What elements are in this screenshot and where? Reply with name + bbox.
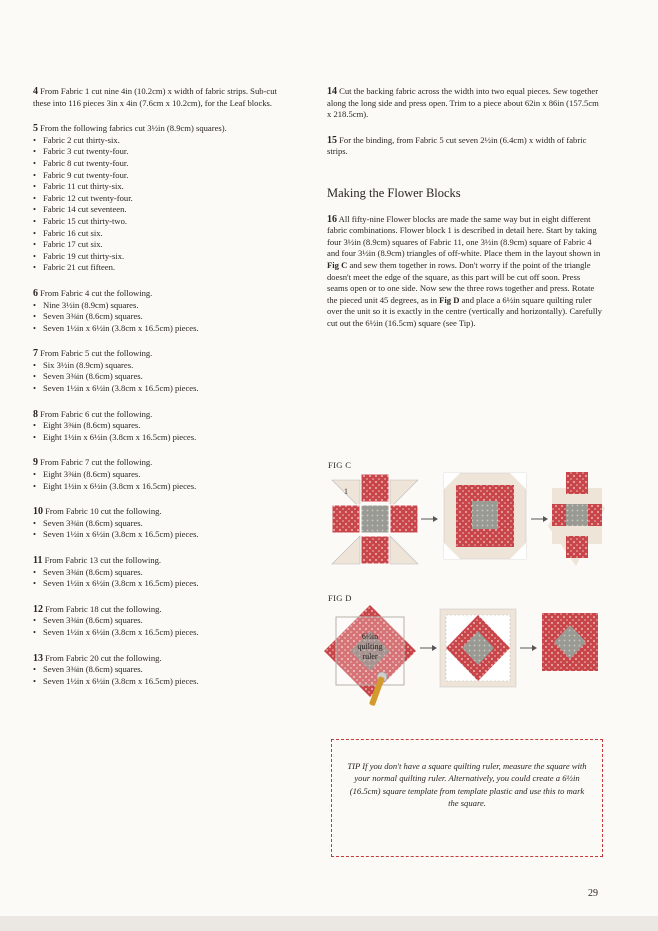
fig-c-label: FIG C (328, 460, 352, 470)
list-item: • Fabric 21 cut fifteen. (33, 262, 295, 274)
step-8: 8 From Fabric 6 cut the following. • Eight 3⅜in (8.6cm) squares. • Eight 1½in x 6½in (3.8cm x 16.5cm) pieces. (33, 409, 295, 444)
step-14: 14 Cut the backing fabric across the width into two equal pieces. Sew together along the long side and press open. Trim to a piece about 62in x 86in (157.5cm x 218.5cm). (327, 86, 599, 120)
page-frame (0, 916, 658, 931)
fig-c-ref: Fig C (327, 259, 348, 270)
fig-d-finished (542, 613, 598, 671)
list-item: • Seven 3⅜in (8.6cm) squares. (33, 615, 295, 627)
step-11-list (33, 567, 295, 590)
step-8-list (33, 420, 295, 443)
list-item: • Seven 3⅜in (8.6cm) squares. (33, 664, 295, 676)
list-item: • Fabric 2 cut thirty-six. (33, 135, 295, 147)
fig-c-finished (548, 472, 605, 566)
list-item: • Fabric 11 cut thirty-six. (33, 181, 295, 193)
list-item: • Seven 1½in x 6½in (3.8cm x 16.5cm) pieces. (33, 676, 295, 688)
list-item: • Fabric 12 cut twenty-four. (33, 193, 295, 205)
page-number: 29 (588, 888, 598, 899)
step-7-list (33, 360, 295, 395)
step-4: 4 From Fabric 1 cut nine 4in (10.2cm) x width of fabric strips. Sub-cut these into 116 pieces 3in x 4in (7.6cm x 10.2cm), for the Leaf blocks. (33, 86, 277, 108)
list-item: • Seven 1½in x 6½in (3.8cm x 16.5cm) pieces. (33, 383, 295, 395)
list-item: • Seven 3⅜in (8.6cm) squares. (33, 371, 295, 383)
fabric-square (361, 536, 389, 564)
list-item: • Fabric 19 cut thirty-six. (33, 251, 295, 263)
step-6: 6 From Fabric 4 cut the following. • Nine 3½in (8.9cm) squares. • Seven 3⅜in (8.6cm) squares. • Seven 1½in x 6½in (3.8cm x 16.5cm) pieces. (33, 288, 295, 334)
list-item: • Seven 1½in x 6½in (3.8cm x 16.5cm) pieces. (33, 323, 295, 335)
list-item: • Fabric 16 cut six. (33, 228, 295, 240)
list-item: • Seven 3⅜in (8.6cm) squares. (33, 518, 295, 530)
step-7: 7 From Fabric 5 cut the following. • Six 3½in (8.9cm) squares. • Seven 3⅜in (8.6cm) squares. • Seven 1½in x 6½in (3.8cm x 16.5cm) pieces. (33, 348, 295, 394)
section-title: Making the Flower Blocks (327, 185, 461, 200)
arrow-icon (420, 645, 437, 651)
list-item: • Seven 1½in x 6½in (3.8cm x 16.5cm) pieces. (33, 529, 295, 541)
list-item: • Fabric 9 cut twenty-four. (33, 170, 295, 182)
ruler-label: quilting (357, 642, 383, 651)
fig-c-diagram (320, 468, 610, 578)
corner-triangle (390, 480, 418, 508)
step-15: 15 For the binding, from Fabric 5 cut seven 2½in (6.4cm) x width of fabric strips. (327, 134, 587, 157)
list-item: • Six 3½in (8.9cm) squares. (33, 360, 295, 372)
step-12: 12 From Fabric 18 cut the following. • Seven 3⅜in (8.6cm) squares. • Seven 1½in x 6½in (3.8cm x 16.5cm) pieces. (33, 604, 295, 639)
arrow-icon (520, 645, 537, 651)
fig-d-rotated (324, 605, 416, 706)
tip-text: TIP If you don't have a square quilting ruler, measure the square with your normal quilting ruler. Alternatively, you could create a 6½in (16.5cm) square template from template plastic and use this to mark the square. (347, 761, 587, 809)
list-item: • Fabric 3 cut twenty-four. (33, 146, 295, 158)
fabric-square (332, 505, 360, 533)
list-item: • Eight 3⅜in (8.6cm) squares. (33, 469, 295, 481)
step-13: 13 From Fabric 20 cut the following. • Seven 3⅜in (8.6cm) squares. • Seven 1½in x 6½in (3.8cm x 16.5cm) pieces. (33, 653, 295, 688)
step-16: 16 All fifty-nine Flower blocks are made the same way but in eight different fabric combinations. Flower block 1 is described in detail here. Start by taking four 3½in (8.9cm) squares of Fabric 11, one 3½in (8.9cm) square of Fabric 4 and four 3½in (8.9cm) triangles of off-white. Place them in the layout shown in Fig C and sew them together in rows. Don't worry if the point of the triangle doesn't meet the edge of the square, as this part will be cut off soon. Press seams open or to one side. Now sew the three rows together and press. Rotate the pieced unit 45 degrees, as in Fig D and place a 6½in square quilting ruler over the unit so it is exactly in the centre (vertically and horizontally). Carefully cut out the 6½in (16.5cm) square (see Tip). (327, 213, 602, 328)
fig-d-ref: Fig D (439, 294, 460, 305)
list-item: • Fabric 15 cut thirty-two. (33, 216, 295, 228)
list-item: • Seven 3⅜in (8.6cm) squares. (33, 311, 295, 323)
fig-d-diagram (322, 603, 612, 715)
list-item: • Seven 3⅜in (8.6cm) squares. (33, 567, 295, 579)
fig-d-label: FIG D (328, 593, 352, 603)
list-item: • Seven 1½in x 6½in (3.8cm x 16.5cm) pieces. (33, 578, 295, 590)
list-item: • Fabric 17 cut six. (33, 239, 295, 251)
list-item: • Nine 3½in (8.9cm) squares. (33, 300, 295, 312)
step-10: 10 From Fabric 10 cut the following. • Seven 3⅜in (8.6cm) squares. • Seven 1½in x 6½in (3.8cm x 16.5cm) pieces. (33, 506, 295, 541)
step-11: 11 From Fabric 13 cut the following. • Seven 3⅜in (8.6cm) squares. • Seven 1½in x 6½in (3.8cm x 16.5cm) pieces. (33, 555, 295, 590)
step-12-list (33, 615, 295, 638)
step-5: 5 From the following fabrics cut 3½in (8.9cm) squares). • Fabric 2 cut thirty-six. • Fabric 3 cut twenty-four. • Fabric 8 cut twenty-four. • Fabric 9 cut twenty-four. • Fabric 11 cut thirty-six. • Fabric 12 cut twenty-four. • Fabric 14 cut seventeen. • Fabric 15 cut thirty-two. • Fabric 16 cut six. • Fabric 17 cut six. • Fabric 19 cut thirty-six. • Fabric 21 cut fifteen. (33, 123, 295, 274)
arrow-icon (421, 516, 438, 522)
left-column (33, 86, 295, 701)
fig-c-layout (332, 474, 418, 564)
list-item: • Fabric 8 cut twenty-four. (33, 158, 295, 170)
step-9: 9 From Fabric 7 cut the following. • Eight 3⅜in (8.6cm) squares. • Eight 1½in x 6½in (3.8cm x 16.5cm) pieces. (33, 457, 295, 492)
step-9-list (33, 469, 295, 492)
list-item: • Eight 1½in x 6½in (3.8cm x 16.5cm) pieces. (33, 481, 295, 493)
fig-c-sewn (444, 473, 526, 559)
corner-triangle (390, 536, 418, 564)
list-item: • Fabric 14 cut seventeen. (33, 204, 295, 216)
fig-d-trimmed (440, 609, 516, 687)
step-5-list (33, 135, 295, 274)
list-item: • Eight 3⅜in (8.6cm) squares. (33, 420, 295, 432)
arrow-icon (531, 516, 548, 522)
ruler-label: ruler (362, 652, 378, 661)
step-6-list (33, 300, 295, 335)
fabric-square (390, 505, 418, 533)
list-item: • Eight 1½in x 6½in (3.8cm x 16.5cm) pieces. (33, 432, 295, 444)
corner-triangle (332, 536, 360, 564)
cell-label: 1 (344, 487, 348, 496)
step-10-list (33, 518, 295, 541)
center-square (361, 505, 389, 533)
ruler-label: 6½in (361, 632, 379, 641)
list-item: • Seven 1½in x 6½in (3.8cm x 16.5cm) pieces. (33, 627, 295, 639)
fabric-square (361, 474, 389, 502)
right-column (327, 86, 603, 344)
tip-box (331, 739, 603, 857)
step-13-list (33, 664, 295, 687)
